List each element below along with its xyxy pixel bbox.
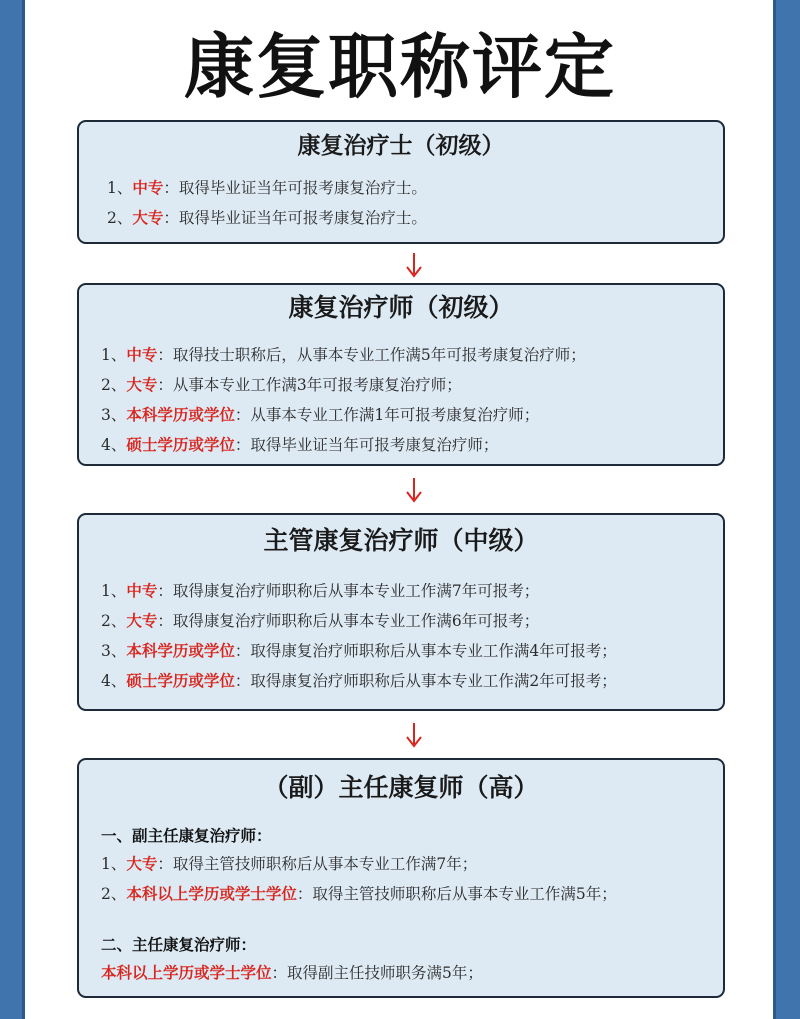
list-item: 2、大专：取得康复治疗师职称后从事本专业工作满6年可报考； [101, 611, 540, 630]
card-title: 康复治疗士（初级） [297, 133, 505, 159]
card-supervisor-therapist [77, 513, 725, 711]
card-rehab-therapist-junior [77, 283, 725, 466]
down-arrow-icon [401, 252, 427, 278]
card-title: 康复治疗师（初级） [288, 293, 514, 322]
list-item: 3、本科学历或学位：取得康复治疗师职称后从事本专业工作满4年可报考； [101, 641, 617, 660]
list-item: 1、中专：取得技士职称后，从事本专业工作满5年可报考康复治疗师； [101, 345, 586, 364]
list-item: 4、硕士学历或学位：取得康复治疗师职称后从事本专业工作满2年可报考； [101, 671, 617, 690]
list-item: 1、中专：取得毕业证当年可报考康复治疗士。 [107, 178, 427, 197]
list-item: 3、本科学历或学位：从事本专业工作满1年可报考康复治疗师； [101, 405, 540, 424]
list-item: 2、本科以上学历或学士学位：取得主管技师职称后从事本专业工作满5年； [101, 884, 617, 903]
list-item: 2、大专：取得毕业证当年可报考康复治疗士。 [107, 208, 427, 227]
card-chief-therapist [77, 758, 725, 998]
list-item: 2、大专：从事本专业工作满3年可报考康复治疗师； [101, 375, 462, 394]
right-border-strip [773, 0, 800, 1019]
down-arrow-icon [401, 477, 427, 503]
down-arrow-icon [401, 722, 427, 748]
list-item: 1、中专：取得康复治疗师职称后从事本专业工作满7年可报考； [101, 581, 540, 600]
page-title: 康复职称评定 [184, 26, 616, 108]
section-heading: 一、副主任康复治疗师： [101, 826, 272, 845]
section-heading: 二、主任康复治疗师： [101, 935, 257, 954]
list-item: 1、大专：取得主管技师职称后从事本专业工作满7年； [101, 854, 478, 873]
card-rehab-therapist-assistant [77, 120, 725, 244]
card-title: 主管康复治疗师（中级） [263, 526, 539, 555]
card-title: （副）主任康复师（高） [263, 773, 539, 802]
left-border-strip [0, 0, 25, 1019]
list-item: 4、硕士学历或学位：取得毕业证当年可报考康复治疗师； [101, 435, 499, 454]
list-item: 本科以上学历或学士学位：取得副主任技师职务满5年； [101, 963, 483, 982]
